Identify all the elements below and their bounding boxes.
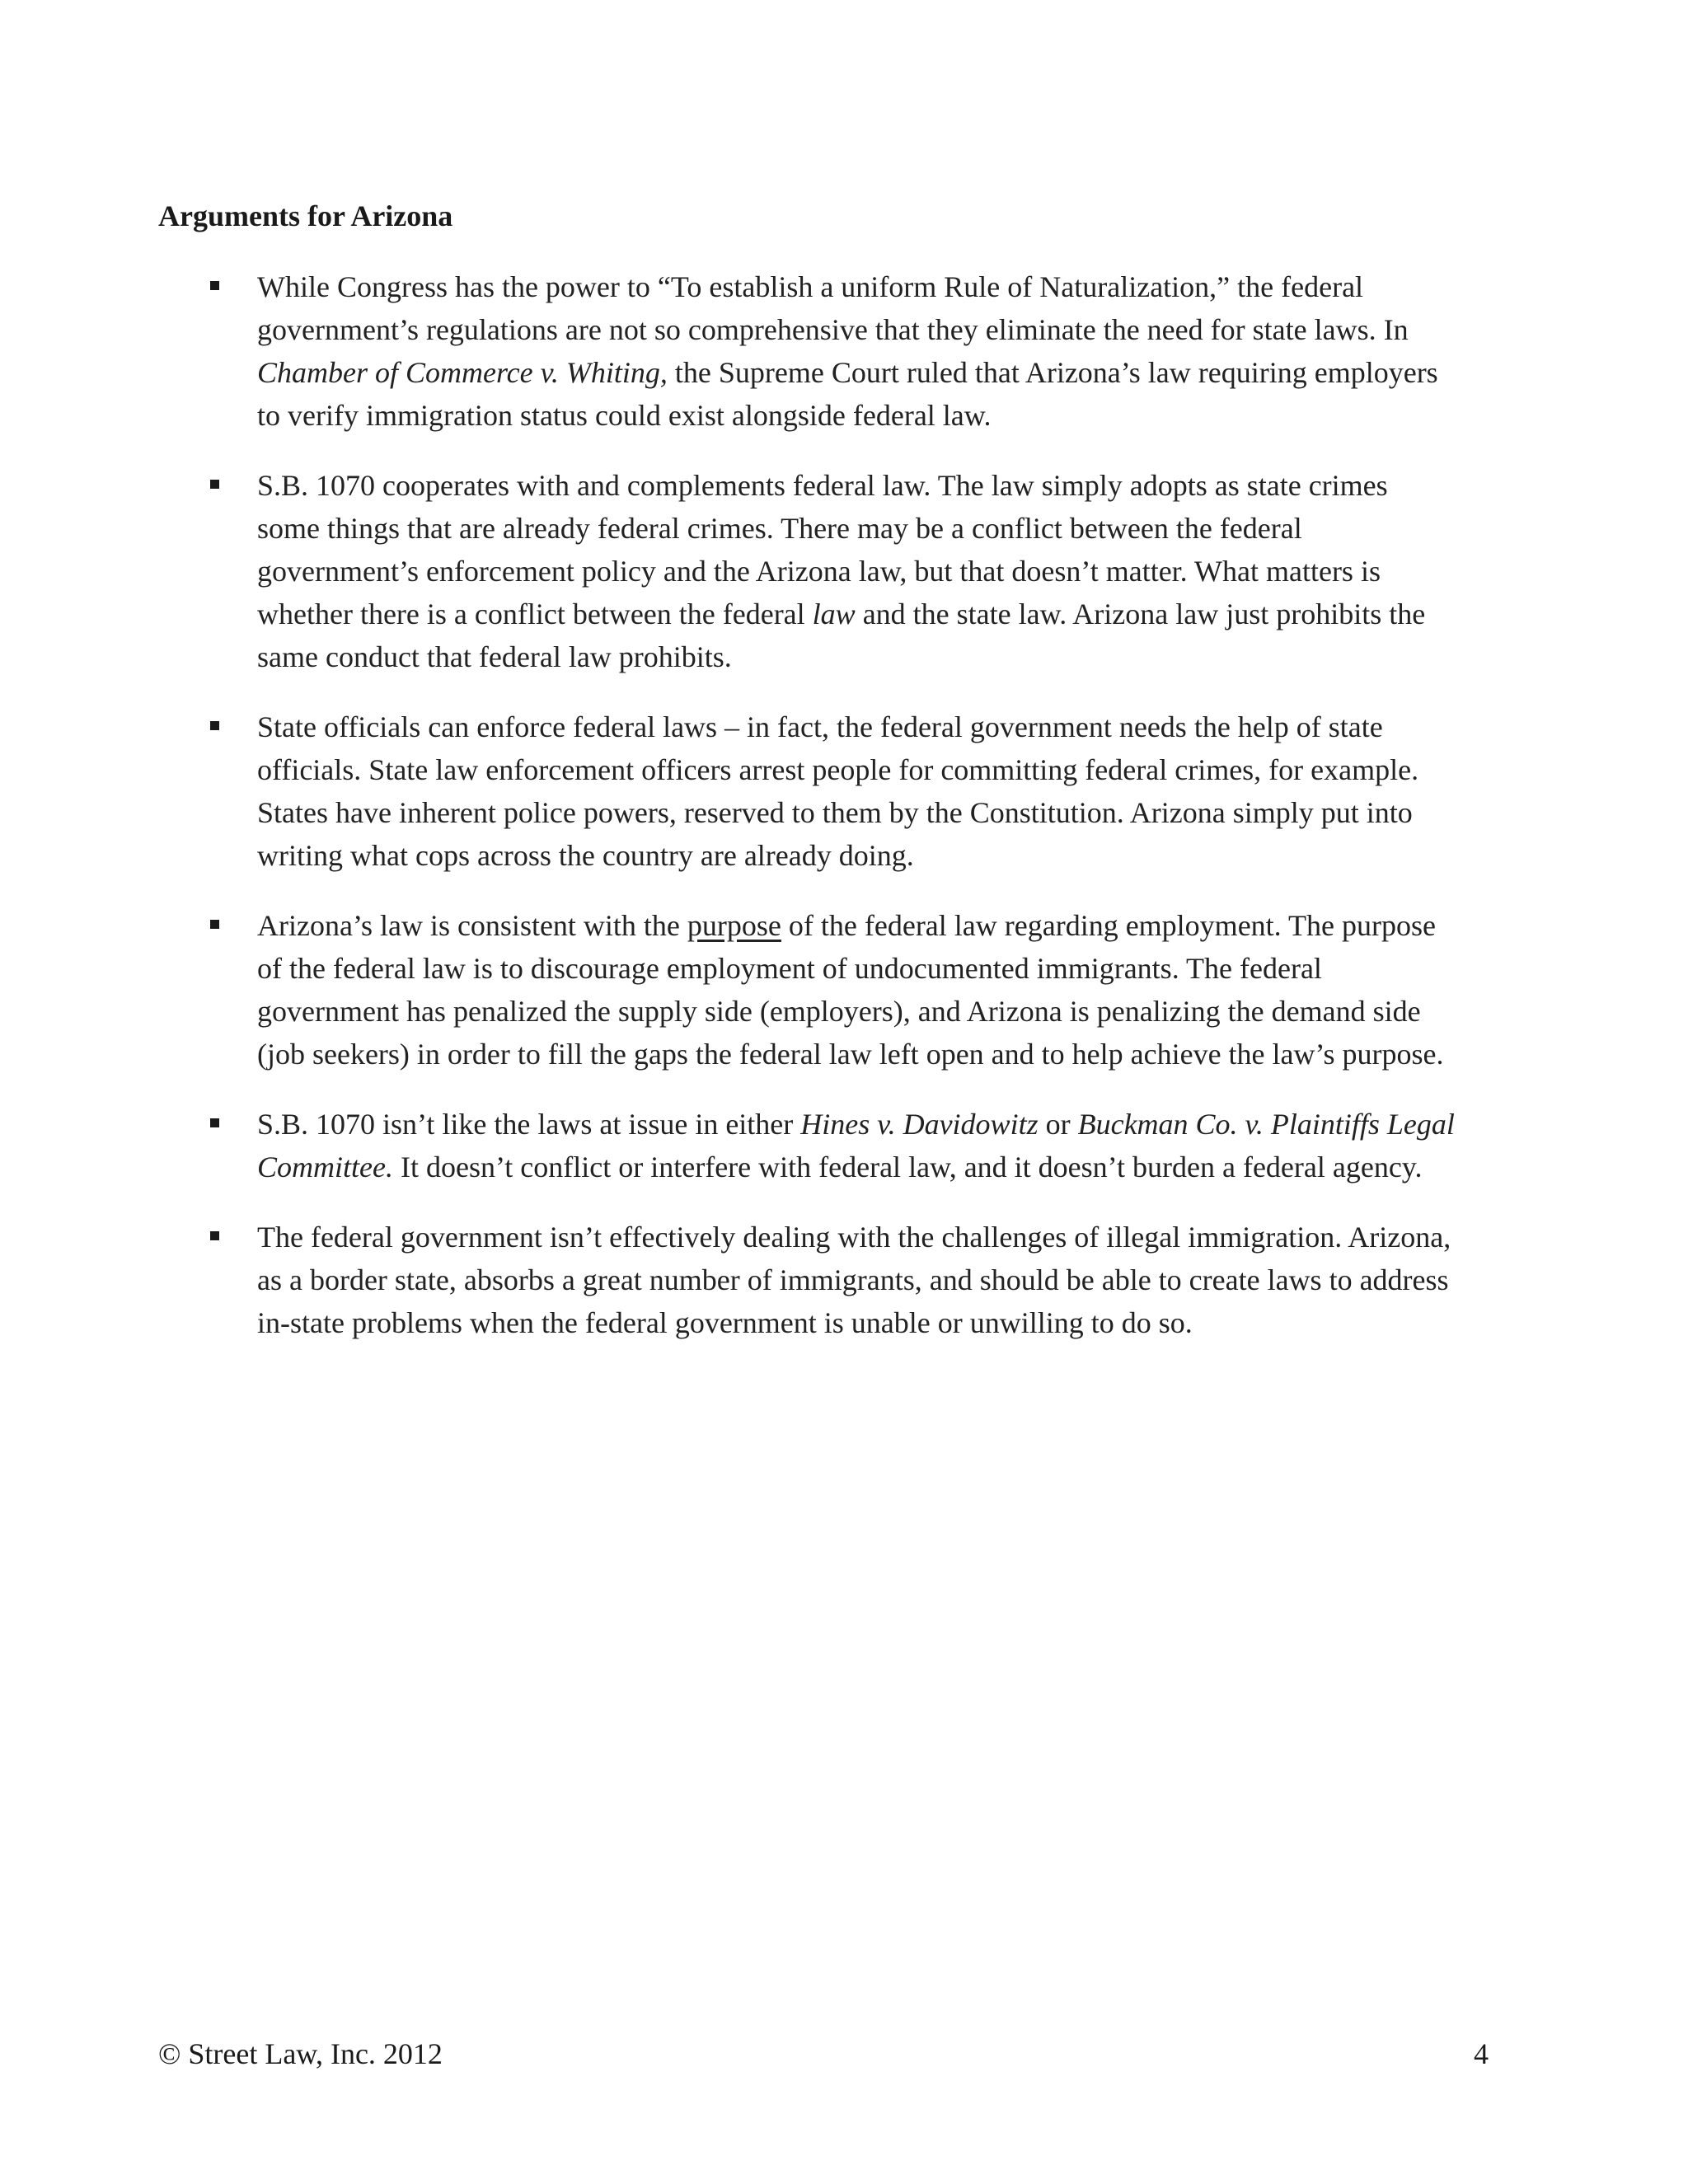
- argument-list: [210, 265, 1455, 1371]
- square-bullet-icon: [210, 721, 219, 730]
- list-item: [210, 705, 1455, 877]
- list-item: [210, 265, 1455, 437]
- text-segment: of the federal law regarding employment. The purpose of the federal law is to discourage employment of undocumented immigrants. The federal government has penalized the supply side (employers), and Arizona is penalizing the demand side (job seekers) in order to fill the gaps the federal law left open and to help achieve the law’s purpose.: [257, 909, 1444, 1071]
- text-segment: or: [1038, 1108, 1078, 1141]
- text-segment: S.B. 1070 isn’t like the laws at issue in either: [257, 1108, 801, 1141]
- square-bullet-icon: [210, 480, 219, 489]
- text-segment: S.B. 1070 cooperates with and complements federal law. The law simply adopts as state crimes some things that are already federal crimes. There may be a conflict between the federal government’s enforcement policy and the Arizona law, but that doesn’t matter. What matters is whether there is a conflict between the federal: [257, 469, 1388, 630]
- case-name-text: Hines v. Davidowitz: [800, 1108, 1039, 1141]
- square-bullet-icon: [210, 281, 219, 290]
- list-item: [210, 1103, 1455, 1188]
- text-segment: State officials can enforce federal laws – in fact, the federal government needs the help of state officials. State law enforcement officers arrest people for committing federal crimes, for example. States have inherent police powers, reserved to them by the Constitution. Arizona simply put into writing what cops across the country are already doing.: [257, 710, 1419, 872]
- list-item-text: [257, 909, 1444, 1071]
- square-bullet-icon: [210, 1231, 219, 1240]
- text-segment: the Supreme Court ruled that Arizona’s law requiring employers to verify immigration status could exist alongside federal law.: [257, 356, 1438, 432]
- text-segment: and the state law. Arizona law just prohibits the same conduct that federal law prohibits.: [257, 598, 1426, 673]
- text-segment: It doesn’t conflict or interfere with federal law, and it doesn’t burden a federal agency.: [392, 1151, 1423, 1183]
- case-name-text: Chamber of Commerce v. Whiting,: [257, 356, 668, 389]
- list-item: [210, 1216, 1455, 1344]
- text-segment: The federal government isn’t effectively dealing with the challenges of illegal immigration. Arizona, as a border state, absorbs a great number of immigrants, and should be able to create laws to address in-state problems when the federal government is unable or unwilling to do so.: [257, 1221, 1451, 1339]
- list-item-text: [257, 710, 1418, 872]
- copyright-footer: © Street Law, Inc. 2012: [158, 2037, 443, 2070]
- list-item-text: [257, 469, 1425, 673]
- list-item-text: [257, 1221, 1451, 1339]
- list-item-text: [257, 1108, 1455, 1183]
- text-segment: While Congress has the power to “To establish a uniform Rule of Naturalization,” the federal government’s regulations are not so comprehensive that they eliminate the need for state laws. In: [257, 270, 1409, 346]
- square-bullet-icon: [210, 920, 219, 929]
- text-segment: Arizona’s law is consistent with the: [257, 909, 687, 942]
- list-item: [210, 904, 1455, 1076]
- list-item: [210, 464, 1455, 678]
- page-number: 4: [1474, 2037, 1489, 2070]
- underlined-text: purpose: [687, 909, 781, 942]
- emphasis-text: law: [812, 598, 856, 630]
- square-bullet-icon: [210, 1118, 219, 1127]
- list-item-text: [257, 270, 1438, 432]
- section-heading: Arguments for Arizona: [158, 199, 453, 232]
- case-name-text: Buckman Co. v. Plaintiffs Legal Committee.: [257, 1108, 1455, 1183]
